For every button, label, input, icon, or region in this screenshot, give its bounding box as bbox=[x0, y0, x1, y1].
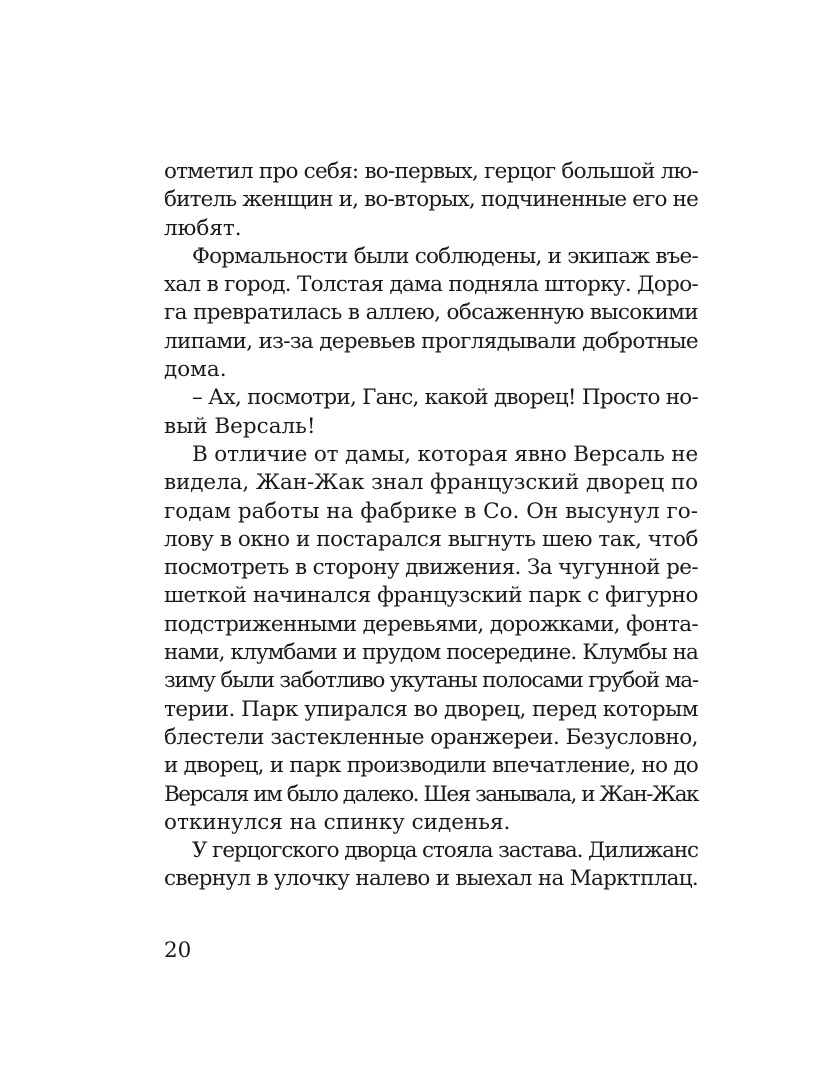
paragraph bbox=[164, 384, 698, 441]
body-text bbox=[164, 158, 698, 894]
text-line: посмотреть в сторону движения. За чугунной ре- bbox=[164, 555, 698, 581]
paragraph bbox=[164, 837, 698, 894]
text-line: хал в город. Толстая дама подняла шторку. Доро- bbox=[164, 272, 698, 298]
text-line: подстриженными деревьями, дорожками, фонта- bbox=[164, 611, 698, 637]
text-line: отметил про себя: во-первых, герцог большой лю- bbox=[164, 159, 698, 184]
text-line: нами, клумбами и прудом посередине. Клумбы на bbox=[164, 640, 698, 666]
text-line: блестели застекленные оранжереи. Безусловно, bbox=[164, 724, 698, 750]
text-line: га превратилась в аллею, обсаженную высокими bbox=[164, 300, 699, 326]
text-line: терии. Парк упирался во дворец, перед которым bbox=[164, 696, 698, 722]
text-line: видела, Жан-Жак знал французский дворец по bbox=[164, 470, 698, 496]
text-line: годам работы на фабрике в Со. Он высунул го- bbox=[164, 498, 698, 524]
text-line: липами, из-за деревьев проглядывали добротные bbox=[164, 328, 698, 354]
page-number: 20 bbox=[164, 938, 192, 963]
paragraph bbox=[164, 243, 698, 384]
text-line: зиму были заботливо укутаны полосами грубой ма- bbox=[164, 668, 698, 694]
text-line: любят. bbox=[164, 215, 242, 241]
text-line: и дворец, и парк производили впечатление, но до bbox=[164, 753, 698, 779]
text-line: лову в окно и постарался выгнуть шею так, чтоб bbox=[164, 526, 698, 552]
paragraph bbox=[164, 158, 698, 243]
text-line: шеткой начинался французский парк с фигурно bbox=[164, 583, 698, 609]
text-line: дома. bbox=[164, 357, 227, 383]
text-line: свернул в улочку налево и выехал на Марктплац. bbox=[164, 866, 698, 892]
text-line: Формальности были соблюдены, и экипаж въе- bbox=[192, 243, 698, 269]
text-line: У герцогского дворца стояла застава. Дилижанс bbox=[192, 838, 698, 864]
text-line: откинулся на спинку сиденья. bbox=[164, 809, 511, 835]
text-line: вый Версаль! bbox=[164, 413, 316, 439]
paragraph bbox=[164, 441, 698, 837]
text-line: Версаля им было далеко. Шея занывала, и Жан-Жак bbox=[164, 781, 698, 807]
text-line: В отличие от дамы, которая явно Версаль не bbox=[192, 441, 698, 467]
text-line: – Ах, посмотри, Ганс, какой дворец! Просто но- bbox=[192, 385, 698, 411]
text-line: битель женщин и, во-вторых, подчиненные его не bbox=[164, 187, 698, 213]
